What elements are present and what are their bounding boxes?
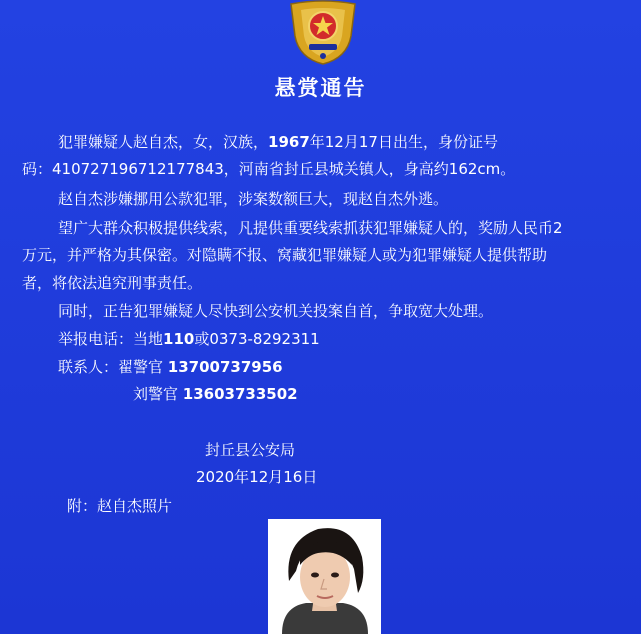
contact-2: [133, 381, 298, 408]
paragraph-3-line-1: 望广大群众积极提供线索，凡提供重要线索抓获犯罪嫌疑人的，奖励人民币2: [58, 219, 563, 237]
police-emblem-icon: [287, 0, 359, 66]
issue-date: 2020年12月16日: [196, 468, 318, 486]
suspect-photo: [268, 519, 381, 634]
contact-1: [58, 354, 283, 381]
contact-2-name: 刘警官: [133, 385, 179, 403]
paragraph-4: 同时，正告犯罪嫌疑人尽快到公安机关投案自首，争取宽大处理。: [58, 302, 494, 320]
report-110: 110: [163, 330, 195, 348]
notice-title: 悬赏通告: [274, 76, 367, 100]
issuer: 封丘县公安局: [205, 441, 296, 459]
paragraph-3-line-2: 万元，并严格为其保密。对隐瞒不报、窝藏犯罪嫌疑人或为犯罪嫌疑人提供帮助: [22, 246, 548, 264]
contact-2-phone: 13603733502: [182, 385, 298, 403]
attachment-label: 附：赵自杰照片: [67, 497, 173, 515]
contact-1-label: 联系人：翟警官: [58, 358, 164, 376]
contact-1-phone: 13700737956: [167, 358, 283, 376]
paragraph-1-line-1: [58, 129, 498, 156]
report-landline: 或0373-8292311: [194, 330, 320, 348]
report-label: 举报电话：当地: [58, 330, 164, 348]
paragraph-3-line-3: 者，将依法追究刑事责任。: [22, 274, 203, 292]
paragraph-1-line-2: 码：410727196712177843，河南省封丘县城关镇人，身高约162cm。: [22, 160, 516, 178]
suspect-portrait-icon: [268, 519, 381, 634]
report-phone: [58, 326, 320, 353]
suspect-intro: 犯罪嫌疑人赵自杰，女，汉族，: [58, 133, 269, 151]
birth-date-rest: 年12月17日出生，身份证号: [309, 133, 498, 151]
birth-year: 1967: [268, 133, 310, 151]
paragraph-2: 赵自杰涉嫌挪用公款犯罪，涉案数额巨大，现赵自杰外逃。: [58, 190, 449, 208]
